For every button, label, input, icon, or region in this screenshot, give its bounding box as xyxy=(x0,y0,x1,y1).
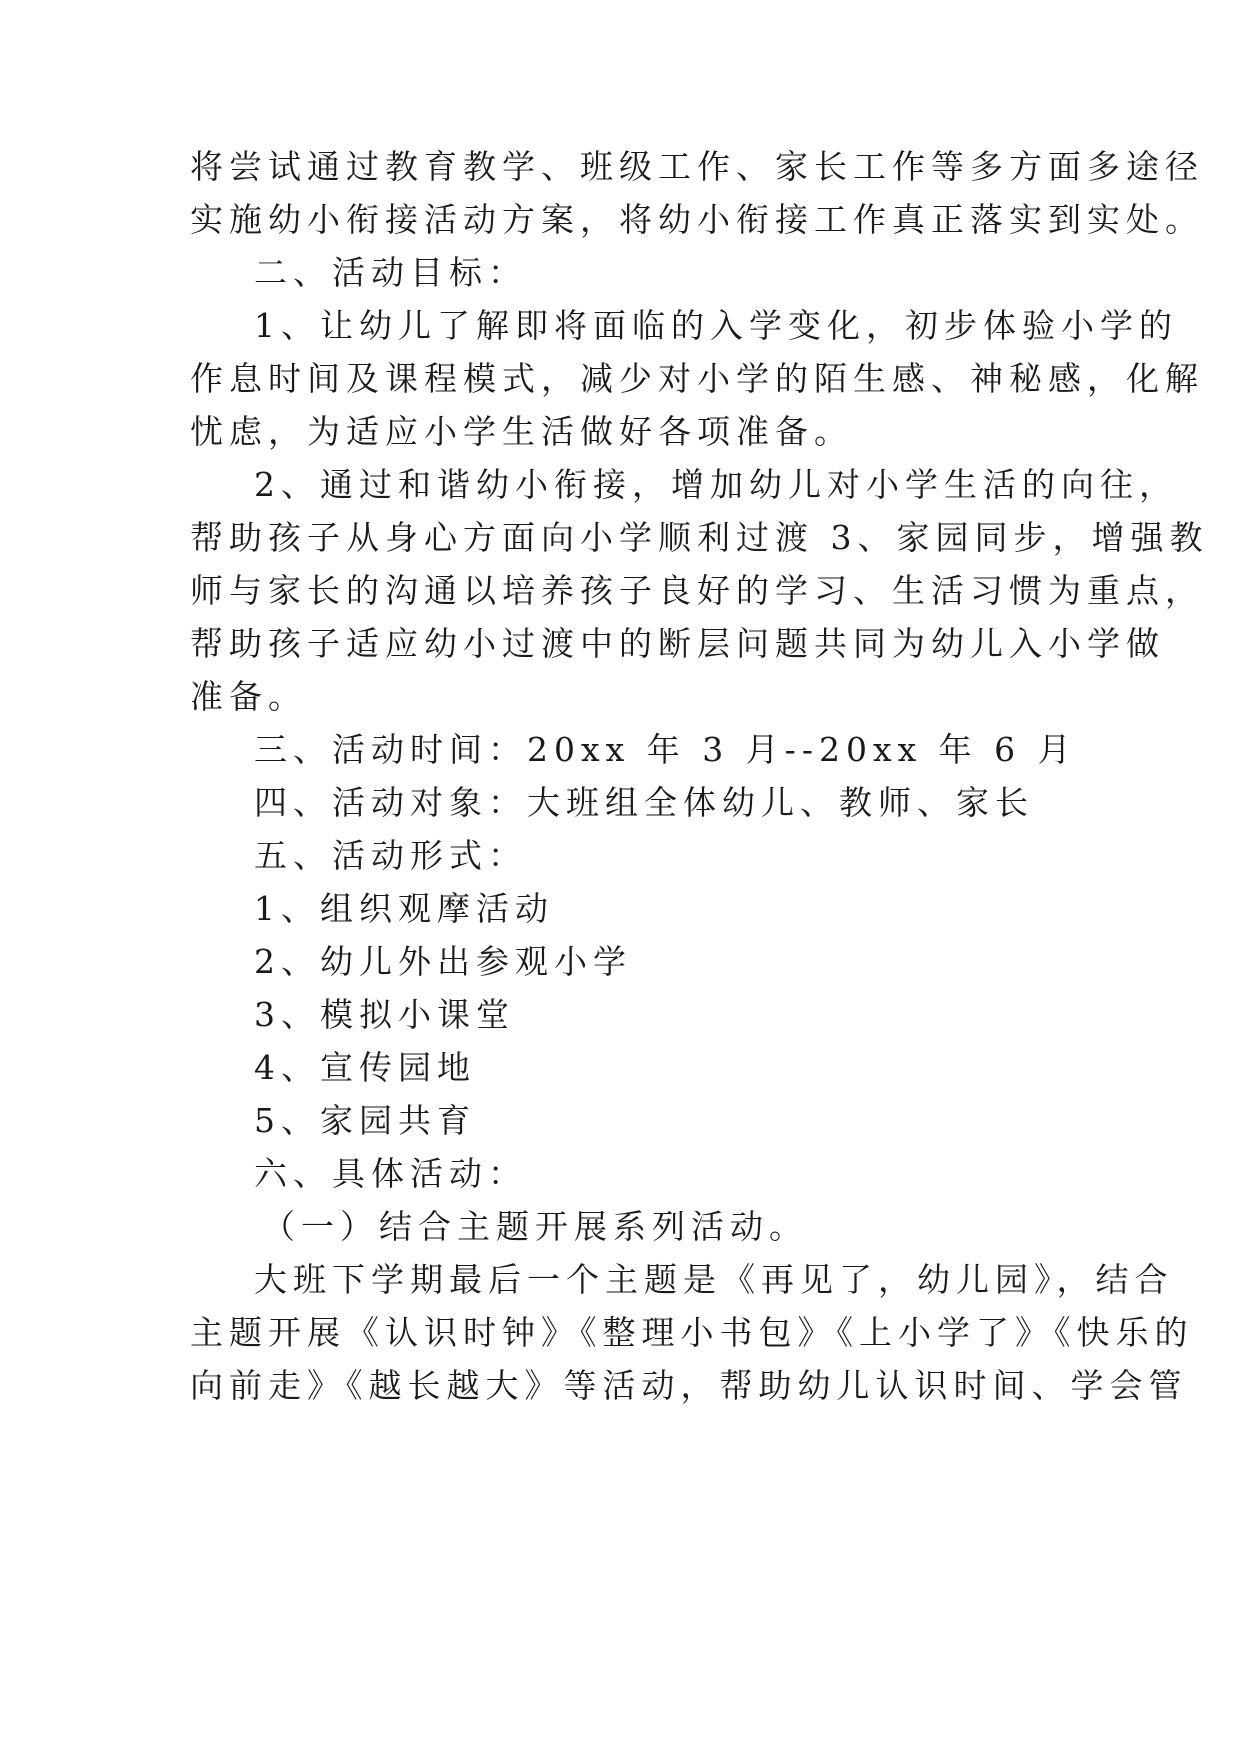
paragraph-line: 大班下学期最后一个主题是《再见了，幼儿园》，结合 xyxy=(254,1260,1174,1299)
paragraph-line: 师与家长的沟通以培养孩子良好的学习、生活习惯为重点， xyxy=(190,571,1204,610)
paragraph-line: 帮助孩子从身心方面向小学顺利过渡 3、家园同步，增强教 xyxy=(190,518,1209,557)
list-item: 3、模拟小课堂 xyxy=(254,995,515,1034)
list-item: 1、让幼儿了解即将面临的入学变化，初步体验小学的 xyxy=(254,306,1178,345)
paragraph-line: 将尝试通过教育教学、班级工作、家长工作等多方面多途径 xyxy=(190,147,1204,186)
list-item: 1、组织观摩活动 xyxy=(254,889,554,928)
paragraph-line: 帮助孩子适应幼小过渡中的断层问题共同为幼儿入小学做 xyxy=(190,624,1165,663)
section-heading: 二、活动目标： xyxy=(254,253,527,292)
paragraph-line: 准备。 xyxy=(190,677,307,716)
list-item: 2、幼儿外出参观小学 xyxy=(254,942,632,981)
section-heading: 四、活动对象：大班组全体幼儿、教师、家长 xyxy=(254,783,1034,822)
paragraph-line: 主题开展《认识时钟》《整理小书包》《上小学了》《快乐的 xyxy=(190,1313,1194,1352)
list-item: 4、宣传园地 xyxy=(254,1048,476,1087)
list-item: 5、家园共育 xyxy=(254,1101,476,1140)
list-item: 2、通过和谐幼小衔接，增加幼儿对小学生活的向往， xyxy=(254,465,1178,504)
paragraph-line: 作息时间及课程模式，减少对小学的陌生感、神秘感，化解 xyxy=(190,359,1204,398)
section-heading: 三、活动时间：20xx 年 3 月--20xx 年 6 月 xyxy=(254,730,1077,769)
subsection-heading: （一）结合主题开展系列活动。 xyxy=(262,1207,808,1246)
section-heading: 六、具体活动： xyxy=(254,1154,527,1193)
paragraph-line: 忧虑，为适应小学生活做好各项准备。 xyxy=(190,412,853,451)
section-heading: 五、活动形式： xyxy=(254,836,527,875)
paragraph-line: 向前走》《越长越大》等活动，帮助幼儿认识时间、学会管 xyxy=(190,1366,1188,1405)
paragraph-line: 实施幼小衔接活动方案，将幼小衔接工作真正落实到实处。 xyxy=(190,200,1204,239)
